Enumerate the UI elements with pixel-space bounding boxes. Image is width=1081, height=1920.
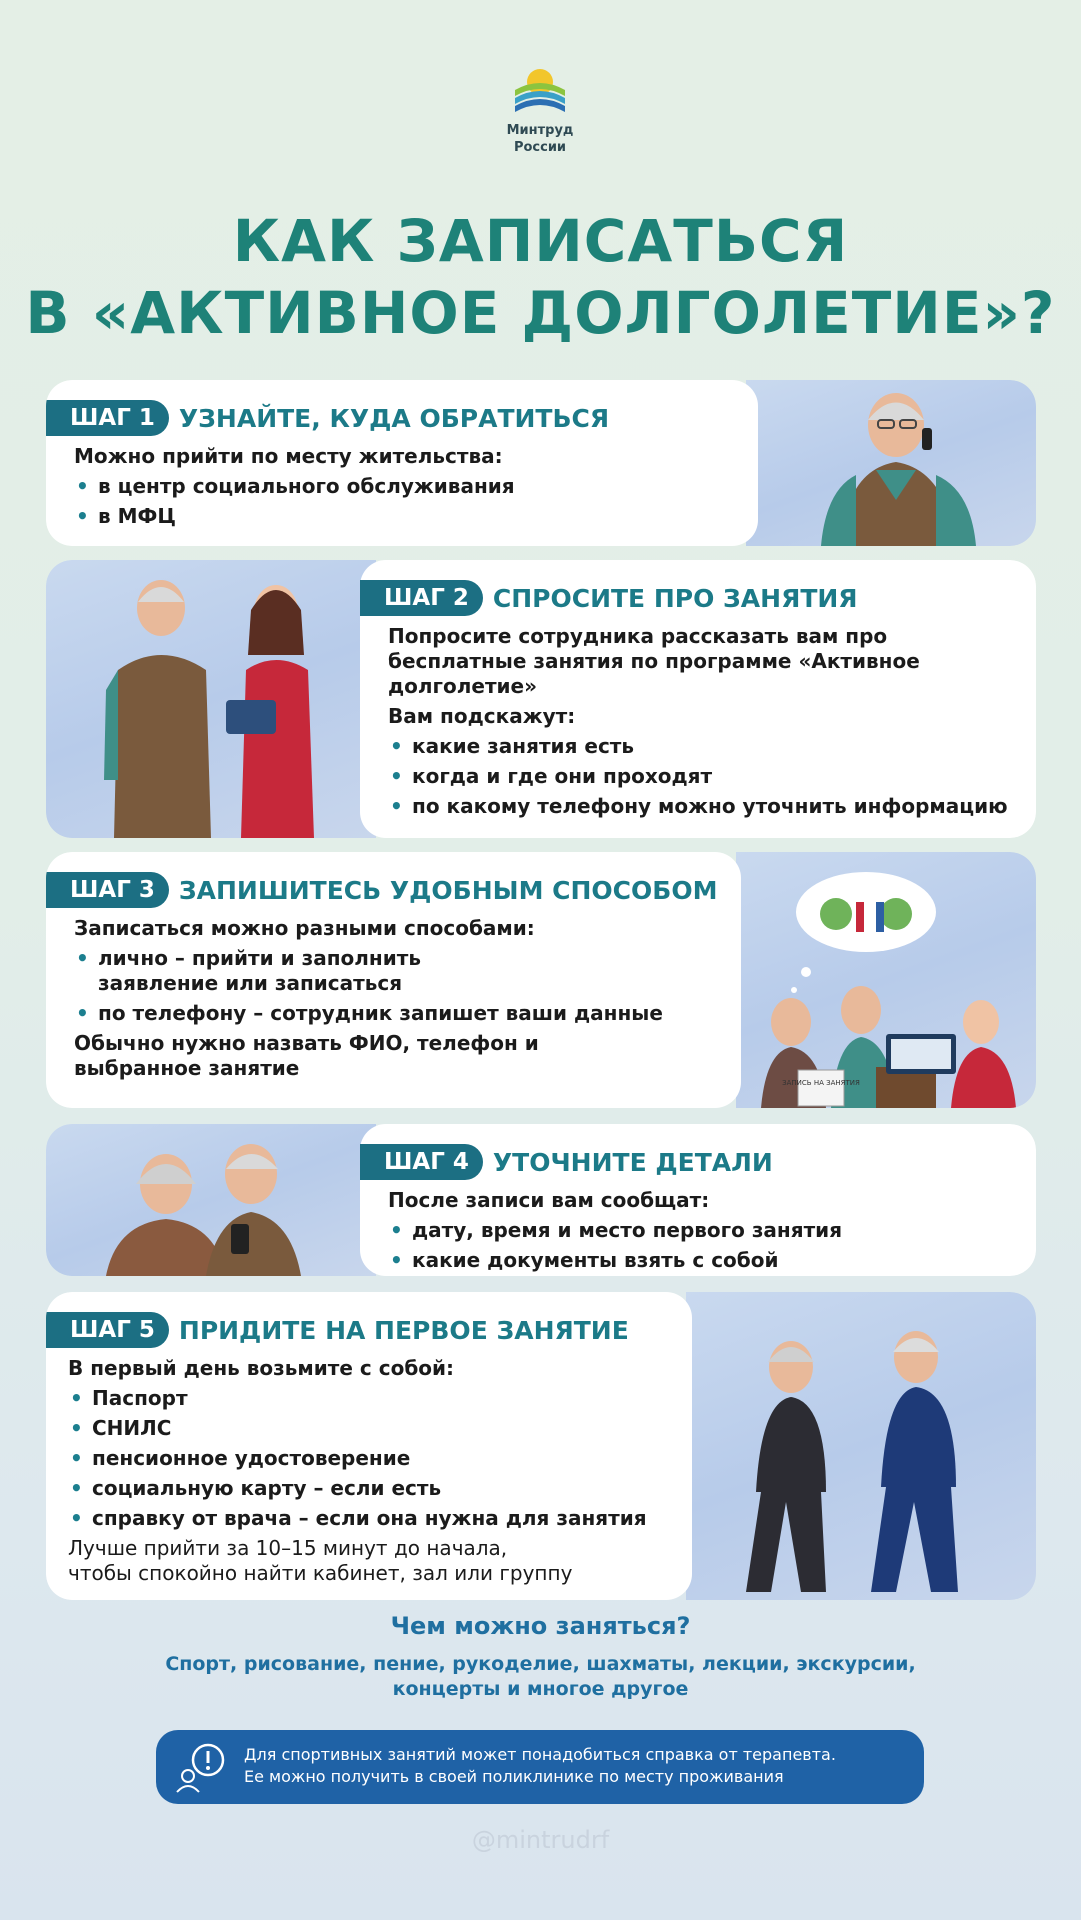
activities-question: Чем можно заняться? xyxy=(390,1612,691,1640)
social-handle: @mintrudrf xyxy=(471,1826,610,1854)
step-1-intro: Можно прийти по месту жительства: xyxy=(74,444,503,468)
step-4-item: • какие документы взять с собой xyxy=(388,1248,1008,1273)
health-note xyxy=(156,1730,924,1804)
step-3-intro: Записаться можно разными способами: xyxy=(74,916,535,940)
couple-with-phone-icon xyxy=(46,1124,376,1276)
step-1-textbox xyxy=(46,380,758,546)
step-2-textbox xyxy=(360,560,1036,838)
step-1-item: • в МФЦ xyxy=(74,504,730,529)
activities-list: Спорт, рисование, пение, рукоделие, шахматы, лекции, экскурсии, концерты и многое другое xyxy=(165,1653,916,1700)
logo-line-2: России xyxy=(513,140,567,155)
logo-emblem-icon xyxy=(513,62,567,116)
elderly-man-phone-icon xyxy=(746,380,1036,546)
note-line-1: Для спортивных занятий может понадобиться справка от терапевта. xyxy=(244,1745,836,1764)
logo-line-1: Минтруд xyxy=(506,123,574,138)
step-4-illustration xyxy=(46,1124,376,1276)
step-5-outro: Лучше прийти за 10–15 минут до начала, чтобы спокойно найти кабинет, зал или группу xyxy=(68,1536,573,1585)
registration-sign: ЗАПИСЬ НА ЗАНЯТИЯ xyxy=(782,1079,860,1087)
step-3-textbox xyxy=(46,852,741,1108)
title-line-1: КАК ЗАПИСАТЬСЯ xyxy=(232,207,849,275)
step-1-card xyxy=(46,380,1036,546)
step-5-heading: ПРИДИТЕ НА ПЕРВОЕ ЗАНЯТИЕ xyxy=(178,1315,629,1345)
step-2-item: • по какому телефону можно уточнить информацию xyxy=(388,794,1008,819)
step-4-heading: УТОЧНИТЕ ДЕТАЛИ xyxy=(492,1147,773,1177)
step-2-intro-2: Вам подскажут: xyxy=(388,704,576,728)
step-5-card xyxy=(46,1292,1036,1600)
step-4-card xyxy=(46,1124,1036,1276)
step-5-illustration xyxy=(686,1292,1036,1600)
step-5-item: • пенсионное удостоверение xyxy=(68,1446,664,1471)
step-2-item: • какие занятия есть xyxy=(388,734,1008,759)
step-2-card xyxy=(46,560,1036,838)
step-2-illustration xyxy=(46,560,376,838)
step-5-badge: ШАГ 5 xyxy=(46,1312,169,1348)
note-line-2: Ее можно получить в своей поликлинике по месту проживания xyxy=(244,1767,784,1786)
step-3-card xyxy=(46,852,1036,1108)
step-2-item: • когда и где они проходят xyxy=(388,764,1008,789)
step-1-badge: ШАГ 1 xyxy=(46,400,169,436)
page-title xyxy=(0,205,1081,349)
step-4-intro: После записи вам сообщат: xyxy=(388,1188,710,1212)
step-1-item: • в центр социального обслуживания xyxy=(74,474,730,499)
step-2-intro: Попросите сотрудника рассказать вам про бесплатные занятия по программе «Активное долголетие» xyxy=(388,624,920,698)
step-3-badge: ШАГ 3 xyxy=(46,872,169,908)
step-3-heading: ЗАПИШИТЕСЬ УДОБНЫМ СПОСОБОМ xyxy=(178,875,718,905)
step-5-item: • социальную карту – если есть xyxy=(68,1476,664,1501)
step-5-item: • СНИЛС xyxy=(68,1416,664,1441)
step-1-illustration xyxy=(746,380,1036,546)
step-3-item: • по телефону – сотрудник запишет ваши данные xyxy=(74,1001,713,1026)
step-2-heading: СПРОСИТЕ ПРО ЗАНЯТИЯ xyxy=(492,583,858,613)
registration-scene-icon xyxy=(736,852,1036,1108)
step-5-textbox xyxy=(46,1292,692,1600)
couple-walking-icon xyxy=(686,1292,1036,1600)
doctor-info-icon xyxy=(174,1740,230,1798)
step-4-textbox xyxy=(360,1124,1036,1276)
ministry-logo xyxy=(490,62,590,156)
step-3-item: • лично – прийти и заполнить заявление или записаться xyxy=(74,946,713,996)
title-line-2: В «АКТИВНОЕ ДОЛГОЛЕТИЕ»? xyxy=(25,279,1056,347)
step-4-item: • дату, время и место первого занятия xyxy=(388,1218,1008,1243)
step-5-item: • справку от врача – если она нужна для занятия xyxy=(68,1506,664,1531)
step-5-item: • Паспорт xyxy=(68,1386,664,1411)
step-2-badge: ШАГ 2 xyxy=(360,580,483,616)
step-4-badge: ШАГ 4 xyxy=(360,1144,483,1180)
step-3-outro: Обычно нужно назвать ФИО, телефон и выбранное занятие xyxy=(74,1031,539,1080)
step-3-illustration xyxy=(736,852,1036,1108)
step-1-heading: УЗНАЙТЕ, КУДА ОБРАТИТЬСЯ xyxy=(178,403,610,433)
man-and-clerk-icon xyxy=(46,560,376,838)
step-5-intro: В первый день возьмите с собой: xyxy=(68,1356,455,1380)
